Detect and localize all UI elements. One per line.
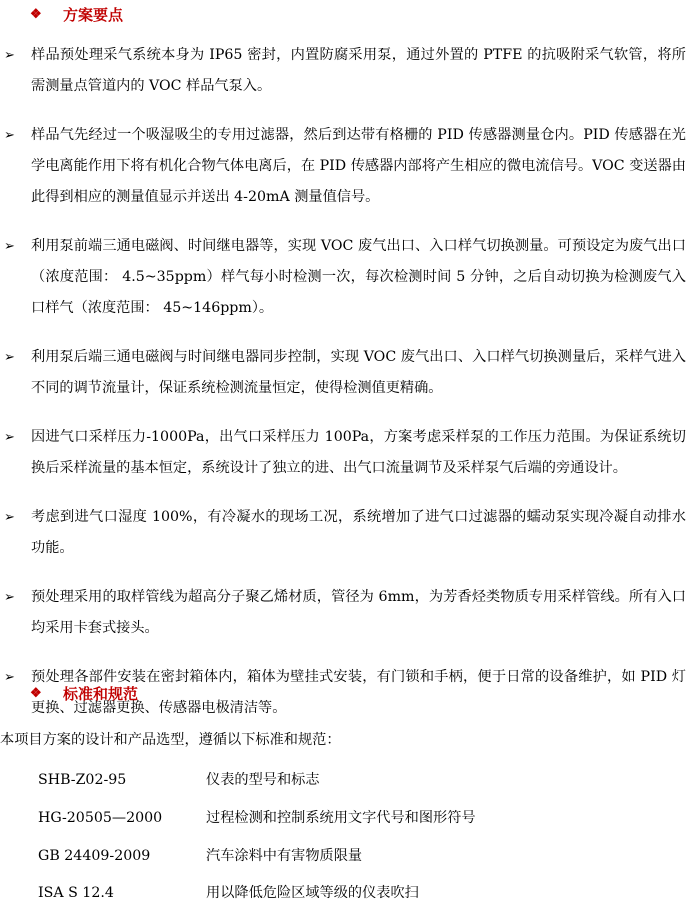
list-item [0, 582, 690, 644]
arrow-bullet-icon: ➢ [4, 128, 15, 143]
key-points-list [0, 40, 690, 742]
arrow-bullet-icon: ➢ [4, 510, 15, 525]
item-text: 利用泵前端三通电磁阀、时间继电器等，实现 VOC 废气出口、入口样气切换测量。可预设定为废气出口（浓度范围： 4.5~35ppm）样气每小时检测一次，每次检测时间 5 分钟，之后自动切换为检测废气入口样气（浓度范围： 45~146ppm）。 [31, 238, 686, 316]
standards-intro: 本项目方案的设计和产品选型，遵循以下标准和规范： [0, 732, 341, 748]
arrow-bullet-icon: ➢ [4, 239, 15, 254]
item-text: 预处理各部件安装在密封箱体内，箱体为壁挂式安装，有门锁和手柄，便于日常的设备维护，如 PID 灯更换、过滤器更换、传感器电极清洁等。 [31, 669, 686, 716]
arrow-bullet-icon: ➢ [4, 590, 15, 605]
section-heading-key-points [30, 4, 123, 25]
standard-desc: 过程检测和控制系统用文字代号和图形符号 [206, 810, 476, 826]
list-item [0, 40, 690, 102]
standard-code: ISA S 12.4 [38, 885, 114, 901]
standard-desc: 用以降低危险区域等级的仪表吹扫 [206, 885, 419, 901]
arrow-bullet-icon: ➢ [4, 350, 15, 365]
item-text: 样品气先经过一个吸湿吸尘的专用过滤器，然后到达带有格栅的 PID 传感器测量仓内。PID 传感器在光学电离能作用下将有机化合物气体电离后，在 PID 传感器内部将产生相应的微电流信号。VOC 变送器由此得到相应的测量值显示并送出 4-20mA 测量值信号。 [31, 127, 686, 205]
item-text: 预处理采用的取样管线为超高分子聚乙烯材质，管径为 6mm，为芳香烃类物质专用采样管线。所有入口均采用卡套式接头。 [31, 589, 686, 636]
arrow-bullet-icon: ➢ [4, 430, 15, 445]
section-title: 方案要点 [63, 6, 124, 24]
section-title: 标准和规范 [63, 685, 139, 703]
standard-code: GB 24409-2009 [38, 848, 151, 864]
list-item [0, 231, 690, 324]
list-item [0, 120, 690, 213]
standard-desc: 汽车涂料中有害物质限量 [206, 848, 363, 864]
standard-code: SHB-Z02-95 [38, 772, 127, 788]
item-text: 考虑到进气口湿度 100%，有冷凝水的现场工况，系统增加了进气口过滤器的蠕动泵实现冷凝自动排水功能。 [31, 509, 686, 556]
section-heading-standards [30, 683, 138, 704]
diamond-bullet-icon: ❖ [30, 7, 42, 22]
standard-desc: 仪表的型号和标志 [206, 772, 320, 788]
diamond-bullet-icon: ❖ [30, 686, 42, 701]
standard-code: HG-20505—2000 [38, 810, 163, 826]
list-item [0, 422, 690, 484]
item-text: 样品预处理采气系统本身为 IP65 密封，内置防腐采用泵，通过外置的 PTFE 的抗吸附采气软管，将所需测量点管道内的 VOC 样品气泵入。 [31, 47, 686, 94]
arrow-bullet-icon: ➢ [4, 48, 15, 63]
list-item [0, 342, 690, 404]
item-text: 利用泵后端三通电磁阀与时间继电器同步控制，实现 VOC 废气出口、入口样气切换测量后，采样气进入不同的调节流量计，保证系统检测流量恒定，使得检测值更精确。 [31, 349, 686, 396]
item-text: 因进气口采样压力-1000Pa，出气口采样压力 100Pa，方案考虑采样泵的工作压力范围。为保证系统切换后采样流量的基本恒定，系统设计了独立的进、出气口流量调节及采样泵气后端的旁通设计。 [31, 429, 686, 476]
arrow-bullet-icon: ➢ [4, 670, 15, 685]
list-item [0, 502, 690, 564]
